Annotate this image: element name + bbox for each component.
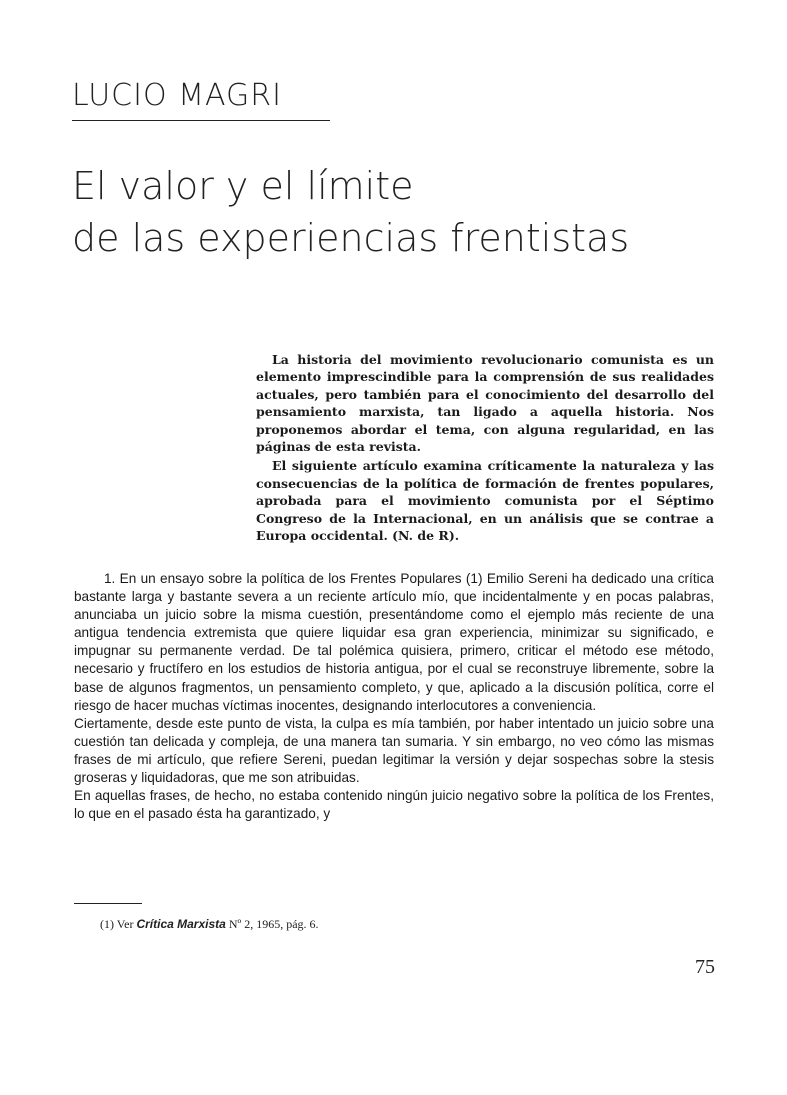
title-line-2: de las experiencias frentistas [72,216,630,260]
article-body [74,570,714,823]
intro-paragraph: El siguiente artículo examina críticamente la naturaleza y las consecuencias de la política de formación de frentes populares, aprobada para el movimiento comunista por el Séptimo Congreso de la Internacional, en un análisis que se contrae a Europa occidental. (N. de R). [256,458,714,544]
title-line-1: El valor y el límite [72,164,414,208]
article-title [72,160,629,264]
editorial-intro [256,351,714,544]
body-paragraph: Ciertamente, desde este punto de vista, la culpa es mía también, por haber intentado un juicio sobre una cuestión tan delicada y compleja, de una manera tan sumaria. Y sin embargo, no veo cómo las mismas frases de mi artículo, que refiere Sereni, puedan legitimar la versión y dejar sospechas sobre la stesis groseras y liquidadoras, que me son atribuidas. [74,715,714,786]
footnote [100,917,319,932]
author-name: LUCIO MAGRI [72,78,282,113]
footnote-rule [74,903,142,904]
footnote-prefix: (1) Ver [100,917,137,931]
body-paragraph: En aquellas frases, de hecho, no estaba contenido ningún juicio negativo sobre la política de los Frentes, lo que en el pasado ésta ha garantizado, y [74,788,714,822]
footnote-suffix: Nº 2, 1965, pág. 6. [225,917,319,931]
intro-paragraph: La historia del movimiento revolucionario comunista es un elemento imprescindible para la comprensión de sus realidades actuales, pero también para el conocimiento del desarrollo del pensamiento marxista, tan ligado a aquella historia. Nos proponemos abordar el tema, con alguna regularidad, en las páginas de esta revista. [256,352,714,455]
author-underline [72,120,330,121]
page-number: 75 [695,956,715,978]
footnote-journal: Crítica Marxista [136,917,226,931]
body-paragraph: 1. En un ensayo sobre la política de los Frentes Populares (1) Emilio Sereni ha dedicado una crítica bastante larga y bastante severa a un reciente artículo mío, que incidentalmente y en pocas palabras, anunciaba un juicio sobre la misma cuestión, presentándome como el ejemplo más reciente de una antigua tendencia extremista que quiere liquidar esa gran experiencia, minimizar su significado, e impugnar su permanente verdad. De tal polémica quisiera, primero, criticar el método ese método, necesario y fructífero en los estudios de historia antigua, por el cual se reconstruye libremente, sobre la base de algunos fragmentos, un pensamiento completo, y que, aplicado a la discusión política, corre el riesgo de hacer muchas víctimas inocentes, designando interlocutores a conveniencia. [74,571,714,713]
